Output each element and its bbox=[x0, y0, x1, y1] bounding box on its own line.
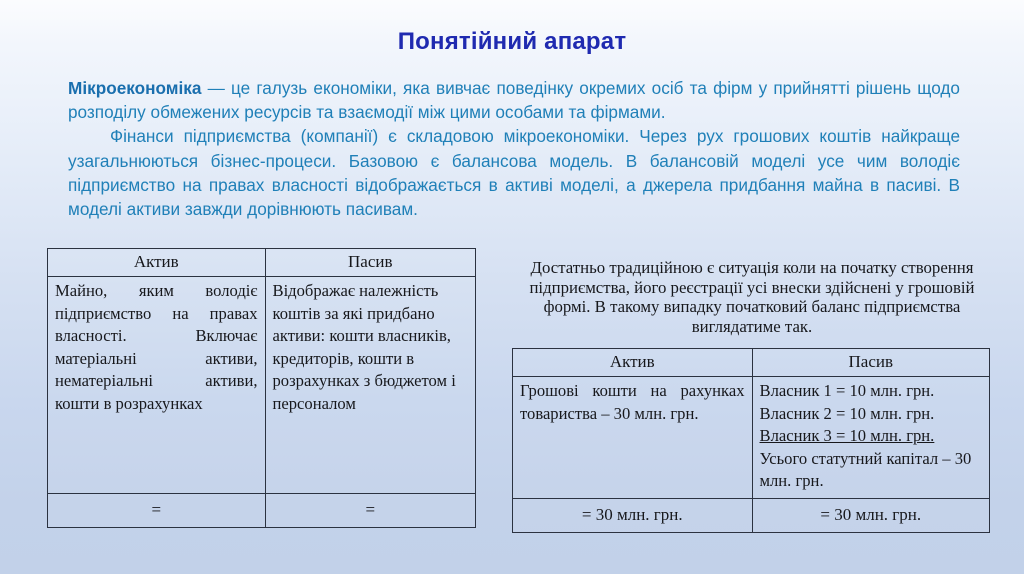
page-title: Понятійний апарат bbox=[397, 28, 627, 55]
initial-body-liability bbox=[752, 377, 990, 499]
table-row bbox=[48, 249, 476, 277]
initial-liability-line bbox=[760, 425, 983, 448]
initial-header-asset: Актив bbox=[513, 349, 753, 377]
table-row bbox=[513, 377, 990, 499]
initial-body-asset: Грошові кошти на рахунках товариства – 30 млн. грн. bbox=[513, 377, 753, 499]
initial-total-liability: = 30 млн. грн. bbox=[752, 498, 990, 532]
intro-paragraph-1 bbox=[68, 76, 960, 124]
table-balance-model bbox=[47, 248, 476, 528]
intro-lead-term: Мікроекономіка bbox=[68, 78, 202, 98]
balance-total-liability: = bbox=[265, 494, 476, 528]
initial-total-asset: = 30 млн. грн. bbox=[513, 498, 753, 532]
initial-liability-line-underlined: Власник 3 = 10 млн. грн. bbox=[759, 426, 935, 446]
right-note-text: Достатньо традиційною є ситуація коли на початку створення підприємства, його реєстрації усі внески здійснені у грошовій формі. В такому випадку початковий баланс підприємства виглядатиме так. bbox=[529, 258, 975, 336]
initial-liability-line: Власник 1 = 10 млн. грн. bbox=[759, 381, 935, 400]
initial-header-liability: Пасив bbox=[752, 349, 990, 377]
balance-header-liability: Пасив bbox=[265, 249, 476, 277]
table-row bbox=[48, 494, 476, 528]
intro-paragraph-1-rest: — це галузь економіки, яка вивчає поведінку окремих осіб та фірм у прийнятті рішень щодо розподілу обмежених ресурсів та взаємодії між цими особами та фірмами. bbox=[68, 78, 960, 123]
initial-liability-line: Власник 2 = 10 млн. грн. bbox=[759, 403, 935, 423]
intro-paragraph-block bbox=[68, 76, 960, 221]
table-row bbox=[513, 349, 990, 377]
balance-total-asset: = bbox=[48, 494, 266, 528]
table-row bbox=[48, 277, 476, 494]
initial-liability-line: Усього статутний капітал – 30 млн. грн. bbox=[759, 448, 972, 491]
table-row bbox=[513, 498, 990, 532]
balance-body-liability: Відображає належність коштів за які придбано активи: кошти власників, кредиторів, кошти в розрахунках з бюджетом і персоналом bbox=[265, 277, 476, 494]
intro-paragraph-2: Фінанси підприємства (компанії) є складовою мікроекономіки. Через рух грошових коштів найкраще узагальнюються бізнес-процеси. Базовою є балансова модель. В балансовій моделі усе чим володіє підприємство на правах власності відображається в активі моделі, а джерела придбання майна в пасиві. В моделі активи завжди дорівнюють пасивам. bbox=[68, 126, 960, 220]
table-initial-balance bbox=[512, 348, 990, 533]
balance-header-asset: Актив bbox=[48, 249, 266, 277]
balance-body-asset: Майно, яким володіє підприємство на правах власності. Включає матеріальні активи, нематеріальні активи, кошти в розрахунках bbox=[48, 277, 266, 494]
